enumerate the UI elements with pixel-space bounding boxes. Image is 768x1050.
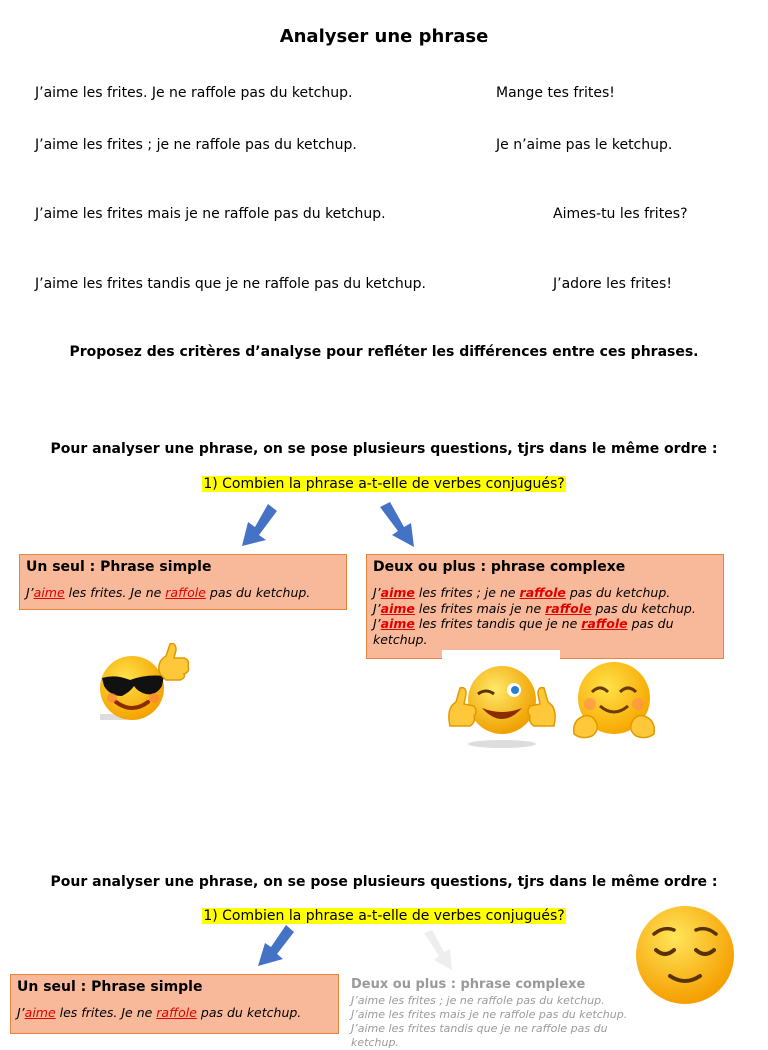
verb: aime bbox=[380, 616, 415, 631]
example-right-4: J’adore les frites! bbox=[553, 276, 672, 292]
verb: raffole bbox=[156, 1005, 197, 1020]
complex-box-title: Deux ou plus : phrase complexe bbox=[373, 559, 626, 575]
example-left-2: J’aime les frites ; je ne raffole pas du ketchup. bbox=[35, 137, 357, 153]
winking-emoji-thumbs-up-icon bbox=[442, 650, 560, 750]
section1-intro: Pour analyser une phrase, on se pose plusieurs questions, tjrs dans le même ordre : bbox=[50, 441, 718, 457]
complex-example-2: J’aime les frites mais je ne raffole pas du ketchup. bbox=[373, 600, 696, 616]
verb: raffole bbox=[581, 616, 628, 631]
page-title: Analyser une phrase bbox=[279, 26, 489, 47]
arrow-faded-icon bbox=[418, 928, 458, 974]
complex-example-1: J’aime les frites ; je ne raffole pas du ketchup. bbox=[351, 994, 605, 1007]
verb: aime bbox=[33, 585, 65, 600]
verb: aime bbox=[380, 585, 415, 600]
relieved-emoji-icon bbox=[632, 904, 738, 1006]
complex-example-3: J’aime les frites tandis que je ne raffole pas du ketchup. bbox=[373, 616, 674, 647]
simple-box-title: Un seul : Phrase simple bbox=[26, 559, 212, 575]
instruction: Proposez des critères d’analyse pour refléter les différences entre ces phrases. bbox=[69, 344, 699, 360]
section2-intro: Pour analyser une phrase, on se pose plusieurs questions, tjrs dans le même ordre : bbox=[50, 874, 718, 890]
complex-box-examples bbox=[373, 585, 717, 647]
example-left-3: J’aime les frites mais je ne raffole pas du ketchup. bbox=[35, 206, 386, 222]
arrow-left-icon bbox=[234, 500, 284, 552]
hugging-emoji-icon bbox=[570, 660, 658, 742]
verb: raffole bbox=[519, 585, 566, 600]
complex-example-1: J’aime les frites ; je ne raffole pas du ketchup. bbox=[373, 585, 671, 600]
cool-emoji-thumbs-up-icon bbox=[96, 640, 192, 724]
complex-box-examples bbox=[351, 994, 651, 1050]
complex-box-title: Deux ou plus : phrase complexe bbox=[351, 977, 586, 992]
arrow-right-icon bbox=[372, 500, 422, 552]
verb: raffole bbox=[165, 585, 206, 600]
example-right-3: Aimes-tu les frites? bbox=[553, 206, 688, 222]
example-right-2: Je n’aime pas le ketchup. bbox=[496, 137, 673, 153]
complex-sentence-box-faded bbox=[351, 977, 651, 1049]
complex-example-3: J’aime les frites tandis que je ne raffole pas du ketchup. bbox=[351, 1022, 608, 1049]
section1-question: 1) Combien la phrase a-t-elle de verbes conjugués? bbox=[203, 476, 565, 492]
verb: raffole bbox=[545, 600, 592, 616]
simple-box-example: J’aime les frites. Je ne raffole pas du ketchup. bbox=[17, 1005, 302, 1020]
verb: aime bbox=[24, 1005, 56, 1020]
example-left-1: J’aime les frites. Je ne raffole pas du ketchup. bbox=[35, 85, 353, 101]
example-right-1: Mange tes frites! bbox=[496, 85, 615, 101]
complex-sentence-box bbox=[366, 554, 724, 659]
simple-box-example: J’aime les frites. Je ne raffole pas du ketchup. bbox=[26, 585, 311, 600]
complex-example-2: J’aime les frites mais je ne raffole pas du ketchup. bbox=[351, 1008, 628, 1021]
example-left-4: J’aime les frites tandis que je ne raffole pas du ketchup. bbox=[35, 276, 427, 292]
simple-sentence-box bbox=[10, 974, 339, 1034]
verb: aime bbox=[380, 600, 415, 616]
section2-question: 1) Combien la phrase a-t-elle de verbes conjugués? bbox=[203, 908, 565, 924]
simple-sentence-box bbox=[19, 554, 347, 610]
arrow-left-icon bbox=[252, 922, 302, 970]
simple-box-title: Un seul : Phrase simple bbox=[17, 979, 203, 995]
